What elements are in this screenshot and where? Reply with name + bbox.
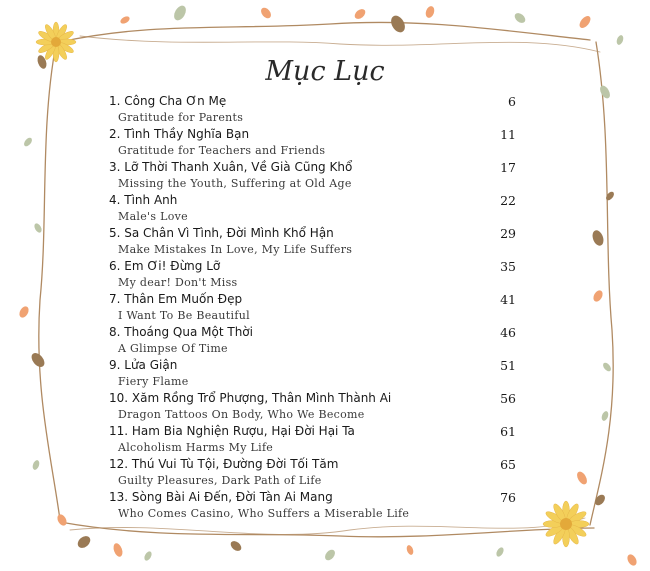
chapter-title-vn: 11. Ham Bia Nghiện Rượu, Hại Đời Hại Ta bbox=[109, 424, 355, 438]
chapter-title-en: Make Mistakes In Love, My Life Suffers bbox=[118, 243, 353, 256]
toc-entry-10[interactable] bbox=[0, 391, 650, 424]
chapter-title-en: Gratitude for Parents bbox=[118, 111, 244, 124]
chapter-title-vn: 5. Sa Chân Vì Tình, Đời Mình Khổ Hận bbox=[109, 226, 334, 240]
chapter-title-en: Gratitude for Teachers and Friends bbox=[118, 144, 326, 157]
vine-top bbox=[60, 22, 590, 42]
page-number: 6 bbox=[508, 94, 516, 109]
toc-entry-5[interactable] bbox=[0, 226, 650, 259]
chapter-title-vn: 3. Lỡ Thời Thanh Xuân, Về Già Cũng Khổ bbox=[109, 160, 353, 174]
toc-entry-13[interactable] bbox=[0, 490, 650, 523]
chapter-title-vn: 10. Xăm Rồng Trổ Phượng, Thân Mình Thành Ai bbox=[109, 391, 392, 405]
toc-entry-1[interactable] bbox=[0, 94, 650, 127]
page-number: 11 bbox=[500, 127, 516, 142]
chapter-title-vn: 1. Công Cha Ơn Mẹ bbox=[109, 94, 227, 108]
chapter-title-vn: 2. Tình Thầy Nghĩa Bạn bbox=[109, 127, 250, 141]
toc-entry-11[interactable] bbox=[0, 424, 650, 457]
chapter-title-en: I Want To Be Beautiful bbox=[118, 309, 250, 322]
chapter-title-en: Missing the Youth, Suffering at Old Age bbox=[118, 177, 352, 190]
page-number: 76 bbox=[500, 490, 516, 505]
chapter-title-vn: 6. Em Ơi! Đừng Lỡ bbox=[109, 259, 221, 273]
chapter-title-vn: 7. Thân Em Muốn Đẹp bbox=[109, 292, 243, 306]
page-number: 46 bbox=[500, 325, 516, 340]
page-number: 17 bbox=[500, 160, 516, 175]
chapter-title-en: Who Comes Casino, Who Suffers a Miserable Life bbox=[118, 507, 410, 520]
chapter-title-vn: 13. Sòng Bài Ai Đến, Đời Tàn Ai Mang bbox=[109, 490, 333, 504]
toc-entry-2[interactable] bbox=[0, 127, 650, 160]
chapter-title-vn: 8. Thoáng Qua Một Thời bbox=[109, 325, 253, 339]
page-title: Mục Lục bbox=[265, 56, 385, 87]
toc-entry-7[interactable] bbox=[0, 292, 650, 325]
page-number: 61 bbox=[500, 424, 516, 439]
toc-entry-9[interactable] bbox=[0, 358, 650, 391]
chapter-title-en: Male's Love bbox=[118, 210, 188, 223]
chapter-title-en: A Glimpse Of Time bbox=[118, 342, 228, 355]
toc-entry-6[interactable] bbox=[0, 259, 650, 292]
chapter-title-vn: 12. Thú Vui Tù Tội, Đường Đời Tối Tăm bbox=[109, 457, 339, 471]
page-number: 29 bbox=[500, 226, 516, 241]
vine-top-alt bbox=[80, 36, 600, 52]
page-number: 65 bbox=[500, 457, 516, 472]
page-number: 35 bbox=[500, 259, 516, 274]
page-number: 56 bbox=[500, 391, 516, 406]
toc-entry-4[interactable] bbox=[0, 193, 650, 226]
chapter-title-vn: 9. Lửa Giận bbox=[109, 358, 178, 372]
toc-entry-3[interactable] bbox=[0, 160, 650, 193]
toc-entry-8[interactable] bbox=[0, 325, 650, 358]
chapter-title-en: Guilty Pleasures, Dark Path of Life bbox=[118, 474, 322, 487]
chapter-title-vn: 4. Tình Anh bbox=[109, 193, 178, 207]
page-number: 51 bbox=[500, 358, 516, 373]
chapter-title-en: Alcoholism Harms My Life bbox=[118, 441, 274, 454]
chapter-title-en: Dragon Tattoos On Body, Who We Become bbox=[118, 408, 365, 421]
chapter-title-en: Fiery Flame bbox=[118, 375, 189, 388]
chapter-title-en: My dear! Don't Miss bbox=[118, 276, 238, 289]
page-number: 22 bbox=[500, 193, 516, 208]
page-number: 41 bbox=[500, 292, 516, 307]
toc-entry-12[interactable] bbox=[0, 457, 650, 490]
vine-bottom bbox=[60, 522, 594, 537]
